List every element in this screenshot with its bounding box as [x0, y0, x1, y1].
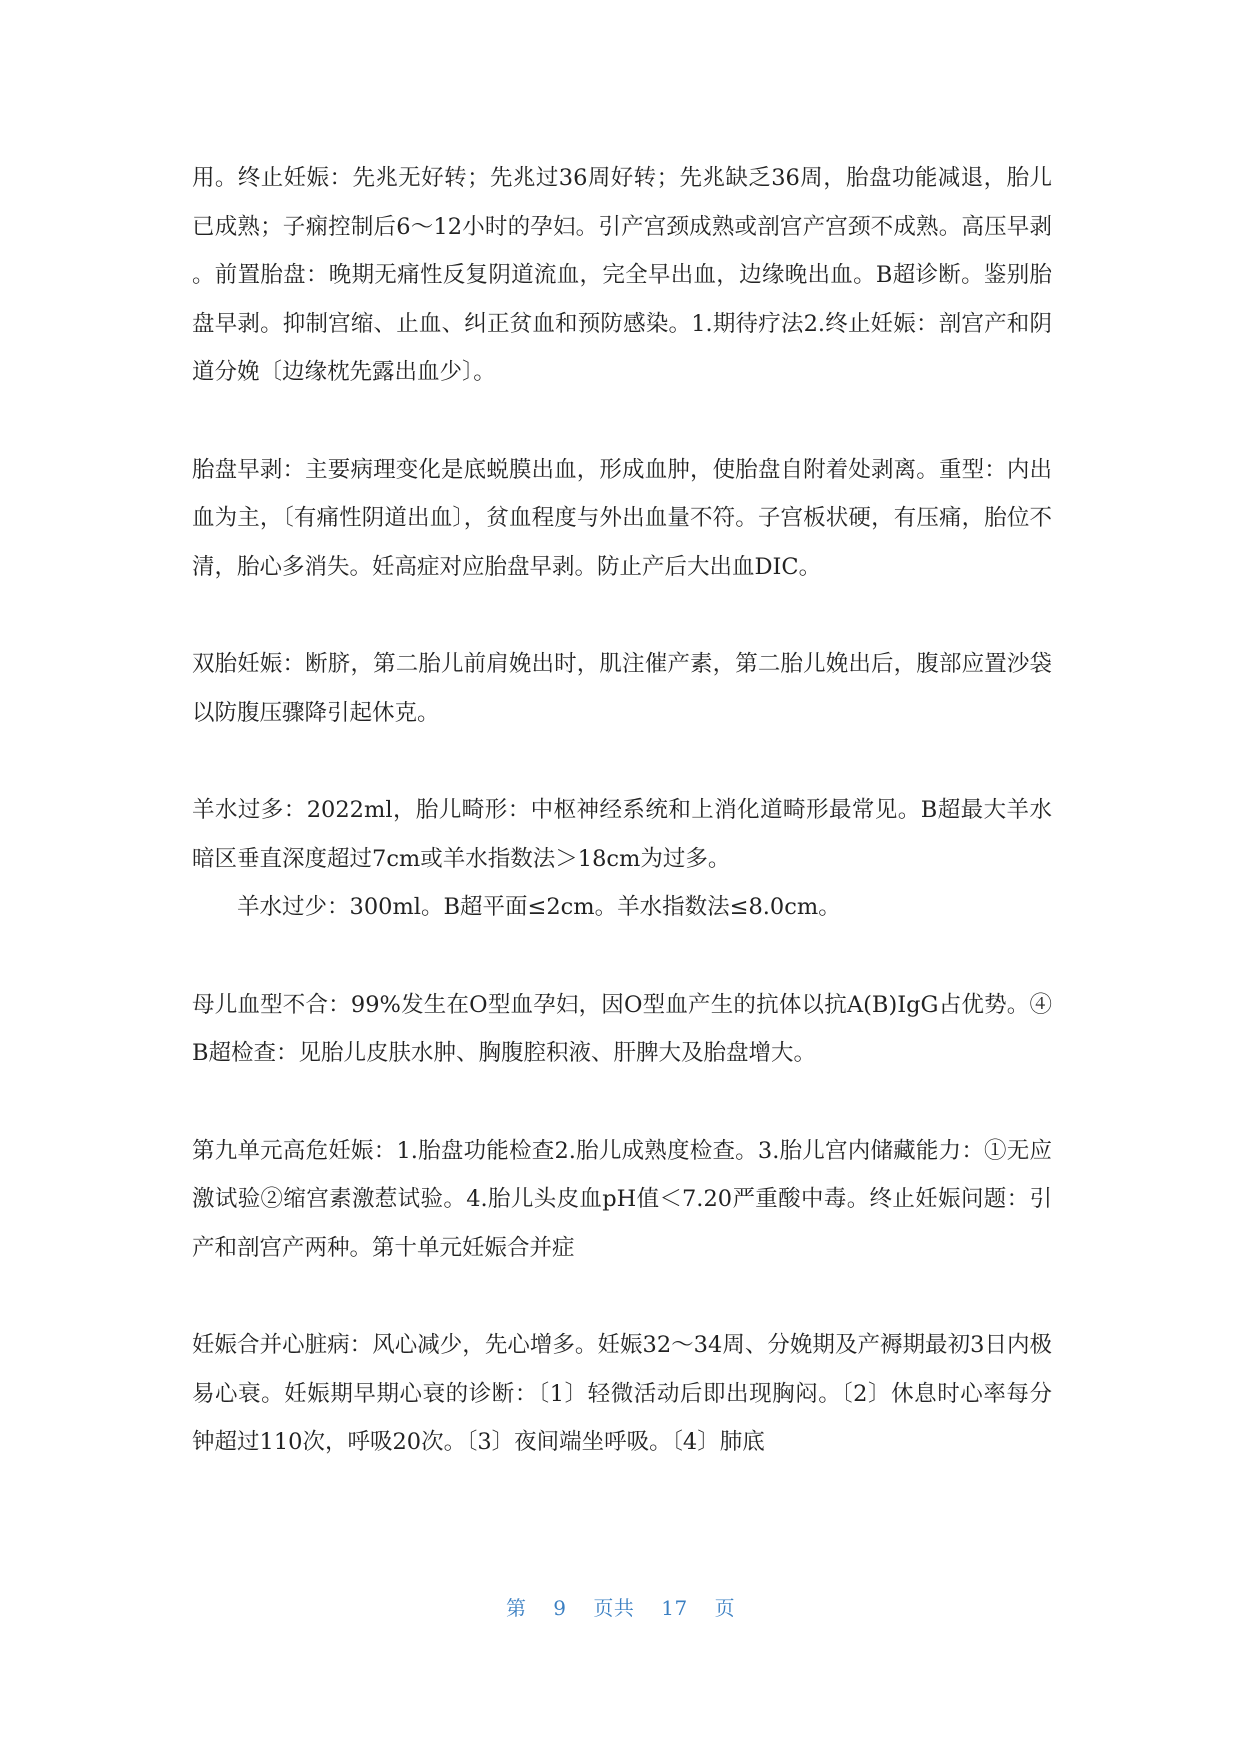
document-body	[192, 154, 1052, 1467]
paragraph-high-risk-pregnancy: 第九单元高危妊娠：1.胎盘功能检查2.胎儿成熟度检查。3.胎儿宫内储藏能力：①无应激试验②缩宫素激惹试验。4.胎儿头皮血pH值＜7.20严重酸中毒。终止妊娠问题：引产和剖宫产两种。第十单元妊娠合并症	[192, 1137, 1052, 1261]
footer-middle: 页共	[593, 1596, 635, 1620]
paragraph-polyhydramnios: 羊水过多：2022ml，胎儿畸形：中枢神经系统和上消化道畸形最常见。B超最大羊水暗区垂直深度超过7cm或羊水指数法＞18cm为过多。	[192, 797, 1052, 872]
footer-total-pages: 17	[661, 1596, 688, 1620]
paragraph-heart-disease: 妊娠合并心脏病：风心减少，先心增多。妊娠32～34周、分娩期及产褥期最初3日内极易心衰。妊娠期早期心衰的诊断：〔1〕轻微活动后即出现胸闷。〔2〕休息时心率每分钟超过110次，呼吸20次。〔3〕夜间端坐呼吸。〔4〕肺底	[192, 1332, 1052, 1455]
paragraph-placental-abruption: 胎盘早剥：主要病理变化是底蜕膜出血，形成血肿，使胎盘自附着处剥离。重型：内出血为主，〔有痛性阴道出血〕，贫血程度与外出血量不符。子宫板状硬，有压痛，胎位不清，胎心多消失。妊高症对应胎盘早剥。防止产后大出血DIC。	[192, 456, 1052, 580]
footer-suffix: 页	[714, 1596, 736, 1620]
paragraph-placenta-previa: 用。终止妊娠：先兆无好转；先兆过36周好转；先兆缺乏36周，胎盘功能减退，胎儿已成熟；子痫控制后6～12小时的孕妇。引产宫颈成熟或剖宫产宫颈不成熟。高压早剥。前置胎盘：晚期无痛性反复阴道流血，完全早出血，边缘晚出血。B超诊断。鉴别胎盘早剥。抑制宫缩、止血、纠正贫血和预防感染。1.期待疗法2.终止妊娠：剖宫产和阴道分娩〔边缘枕先露出血少〕。	[192, 165, 1052, 385]
footer-prefix: 第	[505, 1596, 527, 1620]
footer-page-number: 9	[553, 1596, 567, 1620]
paragraph-oligohydramnios: 羊水过少：300ml。B超平面≤2cm。羊水指数法≤8.0cm。	[237, 894, 841, 920]
paragraph-blood-type-incompatibility: 母儿血型不合：99%发生在O型血孕妇，因O型血产生的抗体以抗A(B)IgG占优势。④B超检查：见胎儿皮肤水肿、胸腹腔积液、肝脾大及胎盘增大。	[192, 991, 1052, 1066]
page-footer	[0, 1592, 1241, 1621]
paragraph-twin-pregnancy: 双胎妊娠：断脐，第二胎儿前肩娩出时，肌注催产素，第二胎儿娩出后，腹部应置沙袋以防腹压骤降引起休克。	[192, 651, 1052, 726]
